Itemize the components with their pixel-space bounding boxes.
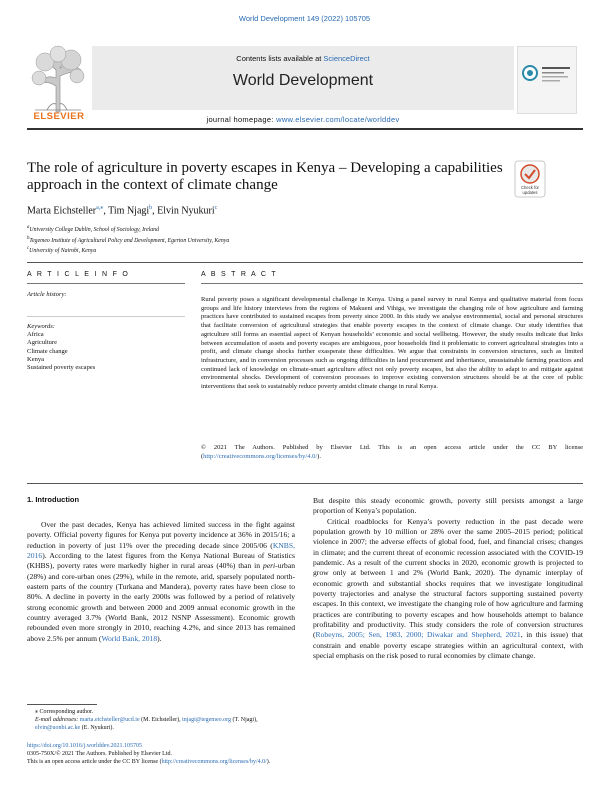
- article-history-label: Article history:: [27, 291, 67, 298]
- journal-title[interactable]: World Development: [232, 72, 374, 89]
- email-owner: (M. Eichsteller),: [139, 717, 183, 723]
- oa-suffix: ).: [266, 759, 271, 765]
- page-footer: [27, 742, 583, 766]
- citation-link[interactable]: KNBS, 2016: [27, 540, 295, 561]
- paragraph: But despite this steady economic growth, poverty still persists amongst a large proportion of Kenya’s population.: [313, 496, 583, 516]
- citation-link[interactable]: Robeyns, 2005; Sen, 1983, 2000; Diwakar and Shepherd, 2021: [315, 630, 521, 640]
- section-rule: [27, 262, 583, 263]
- issn-line: 0305-750X/© 2021 The Authors. Published by Elsevier Ltd.: [27, 751, 172, 757]
- text-run: -urban (28%) and core-urban ones (29%), while in the remote, arid, sparsely populated north-eastern parts of the country (Turkana and Mandera), poverty rates have been close to 80%. A decline in poverty in the early 2000s was followed by a period of relatively strong economic growth and between 2000 and 2009 annual economic growth in the country averaged 3.7% (World Bank, 2012 NSNP Assessment). Economic growth rebounded even more strongly in 2010, reaching 4.2%, and since 2013 has remained above 2.5% per annum (: [27, 561, 295, 643]
- homepage-prefix: journal homepage:: [206, 115, 277, 124]
- paragraph: [313, 517, 583, 662]
- svg-text:updates: updates: [522, 190, 538, 195]
- intro-left-column: [27, 520, 295, 644]
- text-run: ). According to the latest figures from the Kenya National Bureau of Statistics (KHBS), poverty rates were markedly higher in rural areas (40%) than in: [27, 551, 295, 571]
- copyright-line: [201, 444, 583, 461]
- text-run: Over the past decades, Kenya has achieved limited success in the fight against poverty. Official poverty figures for Kenya put poverty incidence at 36% in 2015/16; a reduction in poverty of just 11% over the preceding decade since 2005/06 (: [27, 520, 295, 550]
- email-link[interactable]: tnjagi@tegemeo.org: [182, 717, 232, 723]
- affiliation-text: Tegemeo Institute of Agricultural Policy and Development, Egerton University, Kenya: [29, 237, 230, 244]
- author-list: Marta Eichsteller$^{a,⁎}$, Tim Njagi$^b$, Elvin Nyukuri$^c$: [27, 205, 218, 217]
- contents-prefix: Contents lists available at: [236, 54, 324, 63]
- affiliation-text: University College Dublin, School of Sociology, Ireland: [29, 226, 159, 233]
- journal-cover-thumbnail[interactable]: [517, 46, 577, 114]
- author-name[interactable]: Marta Eichsteller: [27, 205, 97, 217]
- affiliation-sup: c: [27, 246, 30, 252]
- keyword: Agriculture: [27, 339, 57, 347]
- author-sup[interactable]: b: [149, 205, 153, 211]
- svg-text:Check for: Check for: [521, 185, 539, 190]
- paragraph: [27, 520, 295, 644]
- intro-right-column: [313, 496, 583, 662]
- keywords-block: [27, 323, 95, 372]
- emails-label: E-mail addresses:: [35, 717, 80, 723]
- text-run: ).: [157, 633, 162, 643]
- email-link[interactable]: elvin@uonbi.ac.ke: [35, 725, 81, 731]
- citation-link[interactable]: World Bank, 2018: [101, 633, 158, 643]
- publisher-name: ELSEVIER: [33, 111, 85, 122]
- email-owner: (T. Njagi),: [231, 717, 258, 723]
- article-title: The role of agriculture in poverty escapes in Kenya – Developing a capabilities approach in the context of climate change: [27, 160, 503, 193]
- keyword: Africa: [27, 331, 44, 339]
- section-heading-introduction: 1. Introduction: [27, 495, 80, 504]
- journal-reference[interactable]: World Development 149 (2022) 105705: [238, 14, 371, 23]
- text-run: Critical roadblocks for Kenya’s poverty reduction in the past decade were population growth by 10 million or 28% over the same 2005–2015 period; political violence in 2007; the adverse effects of global food, fuel, and financial crises; changes in climate; and the current threat of economic recession associated with the COVID-19 pandemic. As a result of the current shocks in 2020, economic growth is projected to grow only at between 1 and 2% (World Bank, 2020). The dynamic interplay of economic growth and substantial shocks requires that we investigate longitudinal poverty trajectories and analyse the structural factors supporting sustained poverty escapes. In this context, we investigate the changing role of how agriculture and farming practices are contributing to poverty escapes and how households attempt to balance profitability and productivity. This study considers the role of conversion structures (: [313, 516, 583, 640]
- keyword: Sustained poverty escapes: [27, 364, 96, 372]
- affiliation-sup: a: [27, 225, 30, 230]
- contents-available: [92, 54, 514, 63]
- keywords-label: Keywords:: [27, 323, 55, 330]
- affiliation: [27, 235, 229, 246]
- text-run: peri: [262, 561, 276, 571]
- oa-prefix: This is an open access article under the CC BY license (: [27, 759, 162, 765]
- text-run: , in this issue) that constrain and enable poverty escape strategies within an agricultural context, with special emphasis on the risk posed to rural economies by climate change.: [313, 630, 583, 661]
- author-name[interactable]: Tim Njagi: [108, 205, 150, 217]
- header-rule: [27, 128, 583, 130]
- doi-link[interactable]: https://doi.org/10.1016/j.worlddev.2021.105705: [27, 743, 142, 749]
- affiliation: [27, 245, 229, 256]
- journal-homepage: [92, 115, 514, 124]
- keyword: Climate change: [27, 347, 68, 355]
- copyright-prefix: © 2021 The Authors. Published by Elsevier Ltd. This is an open access article under the CC BY license (: [201, 444, 583, 460]
- check-for-updates-icon[interactable]: [514, 160, 546, 198]
- license-link[interactable]: http://creativecommons.org/licenses/by/4.0/: [203, 452, 318, 460]
- author-name[interactable]: Elvin Nyukuri: [157, 205, 215, 217]
- footnote-rule: [27, 704, 97, 705]
- keyword: Kenya: [27, 355, 44, 363]
- sciencedirect-link[interactable]: ScienceDirect: [323, 54, 370, 63]
- author-sup[interactable]: a,⁎: [96, 205, 104, 211]
- open-access-line: [27, 758, 583, 766]
- homepage-link[interactable]: www.elsevier.com/locate/worlddev: [276, 115, 400, 124]
- affiliation-sup: b: [27, 235, 30, 241]
- article-info-divider: [27, 316, 185, 317]
- article-info-rule: [27, 283, 185, 284]
- abstract-text: Rural poverty poses a significant developmental challenge in Kenya. Using a panel survey in rural Kenya and qualitative material from focus groups and life history interviews from the regions of Makueni and Vihiga, we investigate the changing role of how agriculture and farming practices have contributed to sustained escapes from poverty since 2000. In this study we analyse environmental, social and personal structures that facilitate conversion of agricultural strategies that enable poverty escapes in the context of climate change. Our study identifies that agriculture still forms an essential aspect of Kenyan households’ economic and social wellbeing. However, the study results indicate that links between accumulation of assets and poverty escapes are ambiguous, poor households find it problematic to convert agricultural strategies into a profit, and climate change shocks further exasperate these difficulties. We argue that constraints in conversion structures, such as limited infrastructure, and in conversion processes such as ongoing difficulties in land procurement and inheritance, unsustainable farming practices and continued lack of knowledge on climate-smart agriculture affect not only poverty escapes, but also the ability to adapt to and mitigate against environmental shocks. Development of conversion processes to improve existing conversion structures should be at the core of public interventions that seek to sustainably reduce poverty amidst climate change in rural Kenya.: [201, 296, 583, 391]
- corresponding-author: ⁎ Corresponding author.: [35, 709, 94, 715]
- affiliation-text: University of Nairobi, Kenya: [29, 248, 97, 255]
- footnote: [27, 708, 295, 732]
- abstract-heading: A B S T R A C T: [201, 271, 278, 278]
- body-rule: [27, 483, 583, 484]
- affiliation: [27, 224, 229, 235]
- oa-license-link[interactable]: http://creativecommons.org/licenses/by/4.0/: [161, 759, 267, 765]
- author-sup[interactable]: c: [214, 205, 218, 211]
- emails: [27, 716, 295, 732]
- email-owner: (E. Nyukuri).: [80, 725, 114, 731]
- copyright-suffix: ).: [317, 452, 321, 460]
- abstract-rule: [201, 283, 583, 284]
- email-link[interactable]: marta.eichsteller@ucd.ie: [79, 717, 140, 723]
- elsevier-tree-logo: [27, 44, 89, 114]
- article-info-heading: A R T I C L E I N F O: [27, 271, 130, 278]
- affiliations: [27, 224, 229, 256]
